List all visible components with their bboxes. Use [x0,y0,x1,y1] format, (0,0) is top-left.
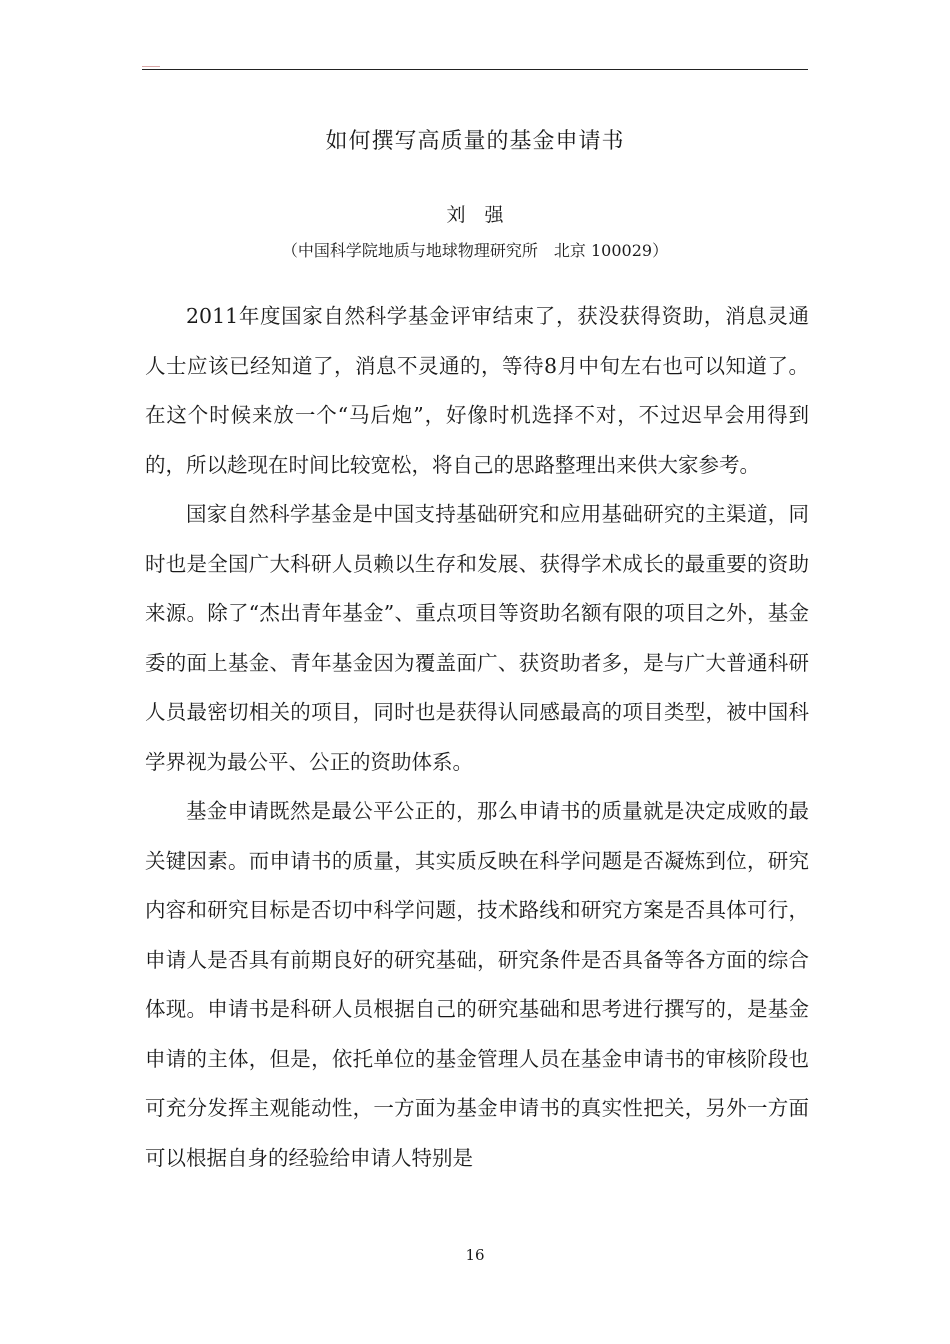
article-title: 如何撰写高质量的基金申请书 [325,129,625,154]
paragraph: 2011年度国家自然科学基金评审结束了，获没获得资助，消息灵通人士应该已经知道了，消息不灵通的，等待8月中旬左右也可以知道了。在这个时候来放一个“马后炮”，好像时机选择不对，不过迟早会用得到的，所以趁现在时间比较宽松，将自己的思路整理出来供大家参考。 [145,304,809,477]
author-name: 刘 强 [446,204,504,226]
paragraph: 基金申请既然是最公平公正的，那么申请书的质量就是决定成败的最关键因素。而申请书的质量，其实质反映在科学问题是否凝炼到位，研究内容和研究目标是否切中科学问题，技术路线和研究方案是否具体可行，申请人是否具有前期良好的研究基础，研究条件是否具备等各方面的综合体现。申请书是科研人员根据自己的研究基础和思考进行撰写的，是基金申请的主体，但是，依托单位的基金管理人员在基金申请书的审核阶段也可充分发挥主观能动性，一方面为基金申请书的真实性把关，另外一方面可以根据自身的经验给申请人特别是 [145,799,809,1170]
article-body [145,292,809,1183]
paragraph: 国家自然科学基金是中国支持基础研究和应用基础研究的主渠道，同时也是全国广大科研人员赖以生存和发展、获得学术成长的最重要的资助来源。除了“杰出青年基金”、重点项目等资助名额有限的项目之外，基金委的面上基金、青年基金因为覆盖面广、获资助者多，是与广大普通科研人员最密切相关的项目，同时也是获得认同感最高的项目类型，被中国科学界视为最公平、公正的资助体系。 [145,502,809,774]
header-mark [142,66,160,67]
page-number: 16 [465,1246,485,1264]
author-affiliation: （中国科学院地质与地球物理研究所 北京 100029） [281,241,669,260]
header-rule [142,69,808,70]
